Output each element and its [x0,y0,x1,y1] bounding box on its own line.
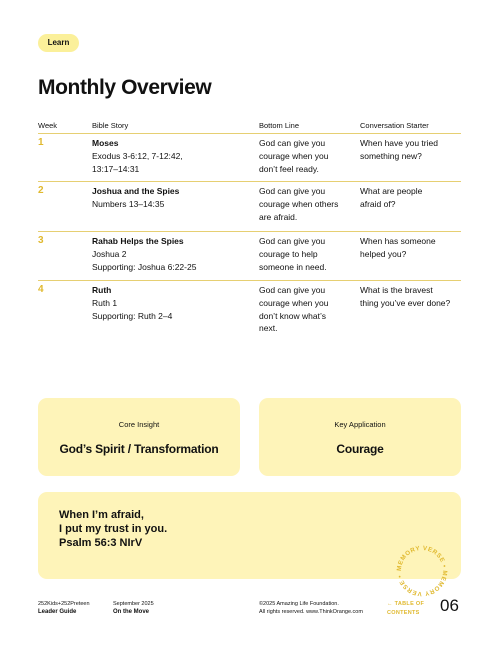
bottom-line-text: courage when others [259,198,339,209]
header-bible-story: Bible Story [92,121,129,130]
bottom-line-text: don’t feel ready. [259,163,319,174]
bottom-line-text: are afraid. [259,211,298,222]
bible-story [92,185,252,211]
conversation-starter [360,137,464,163]
week-number: 2 [38,185,44,196]
copyright-text: ©2025 Amazing Life Foundation. [259,601,339,607]
bottom-line-text: someone in need. [259,261,327,272]
conversation-text: afraid of? [360,198,396,209]
toc-label: ← TABLE OF [387,601,425,607]
header-week: Week [38,121,58,130]
week-number: 3 [38,235,44,246]
memory-verse-badge-icon [394,543,450,599]
bottom-line [259,235,355,273]
verse-line: When I’m afraid, [59,509,144,521]
story-title: Moses [92,138,119,148]
verse-line: I put my trust in you. [59,523,168,535]
story-title: Rahab Helps the Spies [92,236,184,246]
bottom-line-text: next. [259,323,278,334]
bible-story [92,235,252,273]
table-row [38,182,461,232]
svg-text:MEMORY VERSE • MEMORY VERSE • [396,545,448,597]
bible-story [92,137,252,175]
conversation-text: helped you? [360,248,407,259]
conversation-starter [360,235,464,261]
story-reference: Numbers 13–14:35 [92,198,165,209]
key-application-card [259,398,461,476]
rights-text: All rights reserved. www.ThinkOrange.com [259,609,363,615]
table-row [38,134,461,182]
key-application-value: Courage [336,442,384,456]
bottom-line [259,284,355,335]
story-reference: Supporting: Ruth 2–4 [92,310,173,321]
bottom-line-text: God can give you [259,285,326,295]
page-number: 06 [440,596,459,615]
conversation-text: When have you tried [360,138,438,148]
key-application-label: Key Application [334,420,386,429]
overview-table [38,120,461,343]
footer-series [113,600,154,616]
conversation-text: What are people [360,186,423,196]
story-title: Joshua and the Spies [92,186,180,196]
program-name: 252Kids+252Preteen [38,601,90,607]
story-reference: Exodus 3-6:12, 7-12:42, [92,150,183,161]
bottom-line-text: courage to help [259,248,318,259]
page-title: Monthly Overview [38,76,212,99]
conversation-starter [360,284,464,310]
core-insight-label: Core Insight [118,420,160,429]
toc-label: CONTENTS [387,609,420,616]
badge-text: MEMORY VERSE • MEMORY VERSE • [395,544,449,598]
story-reference: 13:17–14:31 [92,163,140,174]
series-name: On the Move [113,609,150,615]
story-title: Ruth [92,285,112,295]
story-reference: Joshua 2 [92,248,127,259]
conversation-text: When has someone [360,236,436,246]
bottom-line [259,185,355,223]
bible-story [92,284,252,322]
conversation-text: thing you’ve ever done? [360,297,451,308]
conversation-starter [360,185,464,211]
bottom-line-text: God can give you [259,186,326,196]
memory-verse-text [59,508,167,550]
story-reference: Supporting: Joshua 6:22-25 [92,261,197,272]
header-conversation-starter: Conversation Starter [360,121,429,130]
week-number: 4 [38,284,44,295]
header-bottom-line: Bottom Line [259,121,300,130]
bottom-line [259,137,355,175]
core-insight-card [38,398,240,476]
footer-copyright [259,600,363,616]
table-of-contents-link[interactable] [387,600,424,617]
conversation-text: What is the bravest [360,285,433,295]
footer-program [38,600,90,616]
table-header [38,120,461,134]
week-number: 1 [38,137,44,148]
bottom-line-text: courage when you [259,150,329,161]
bottom-line-text: God can give you [259,138,326,148]
learn-tag: Learn [38,34,79,52]
conversation-text: something new? [360,150,422,161]
core-insight-value: God’s Spirit / Transformation [59,442,219,456]
table-row [38,281,461,343]
bottom-line-text: God can give you [259,236,326,246]
table-row [38,232,461,281]
bottom-line-text: courage when you [259,297,329,308]
bottom-line-text: don’t know what’s [259,310,326,321]
verse-reference: Psalm 56:3 NIrV [59,537,143,549]
series-date: September 2025 [113,601,154,607]
story-reference: Ruth 1 [92,297,118,308]
guide-name: Leader Guide [38,609,77,615]
